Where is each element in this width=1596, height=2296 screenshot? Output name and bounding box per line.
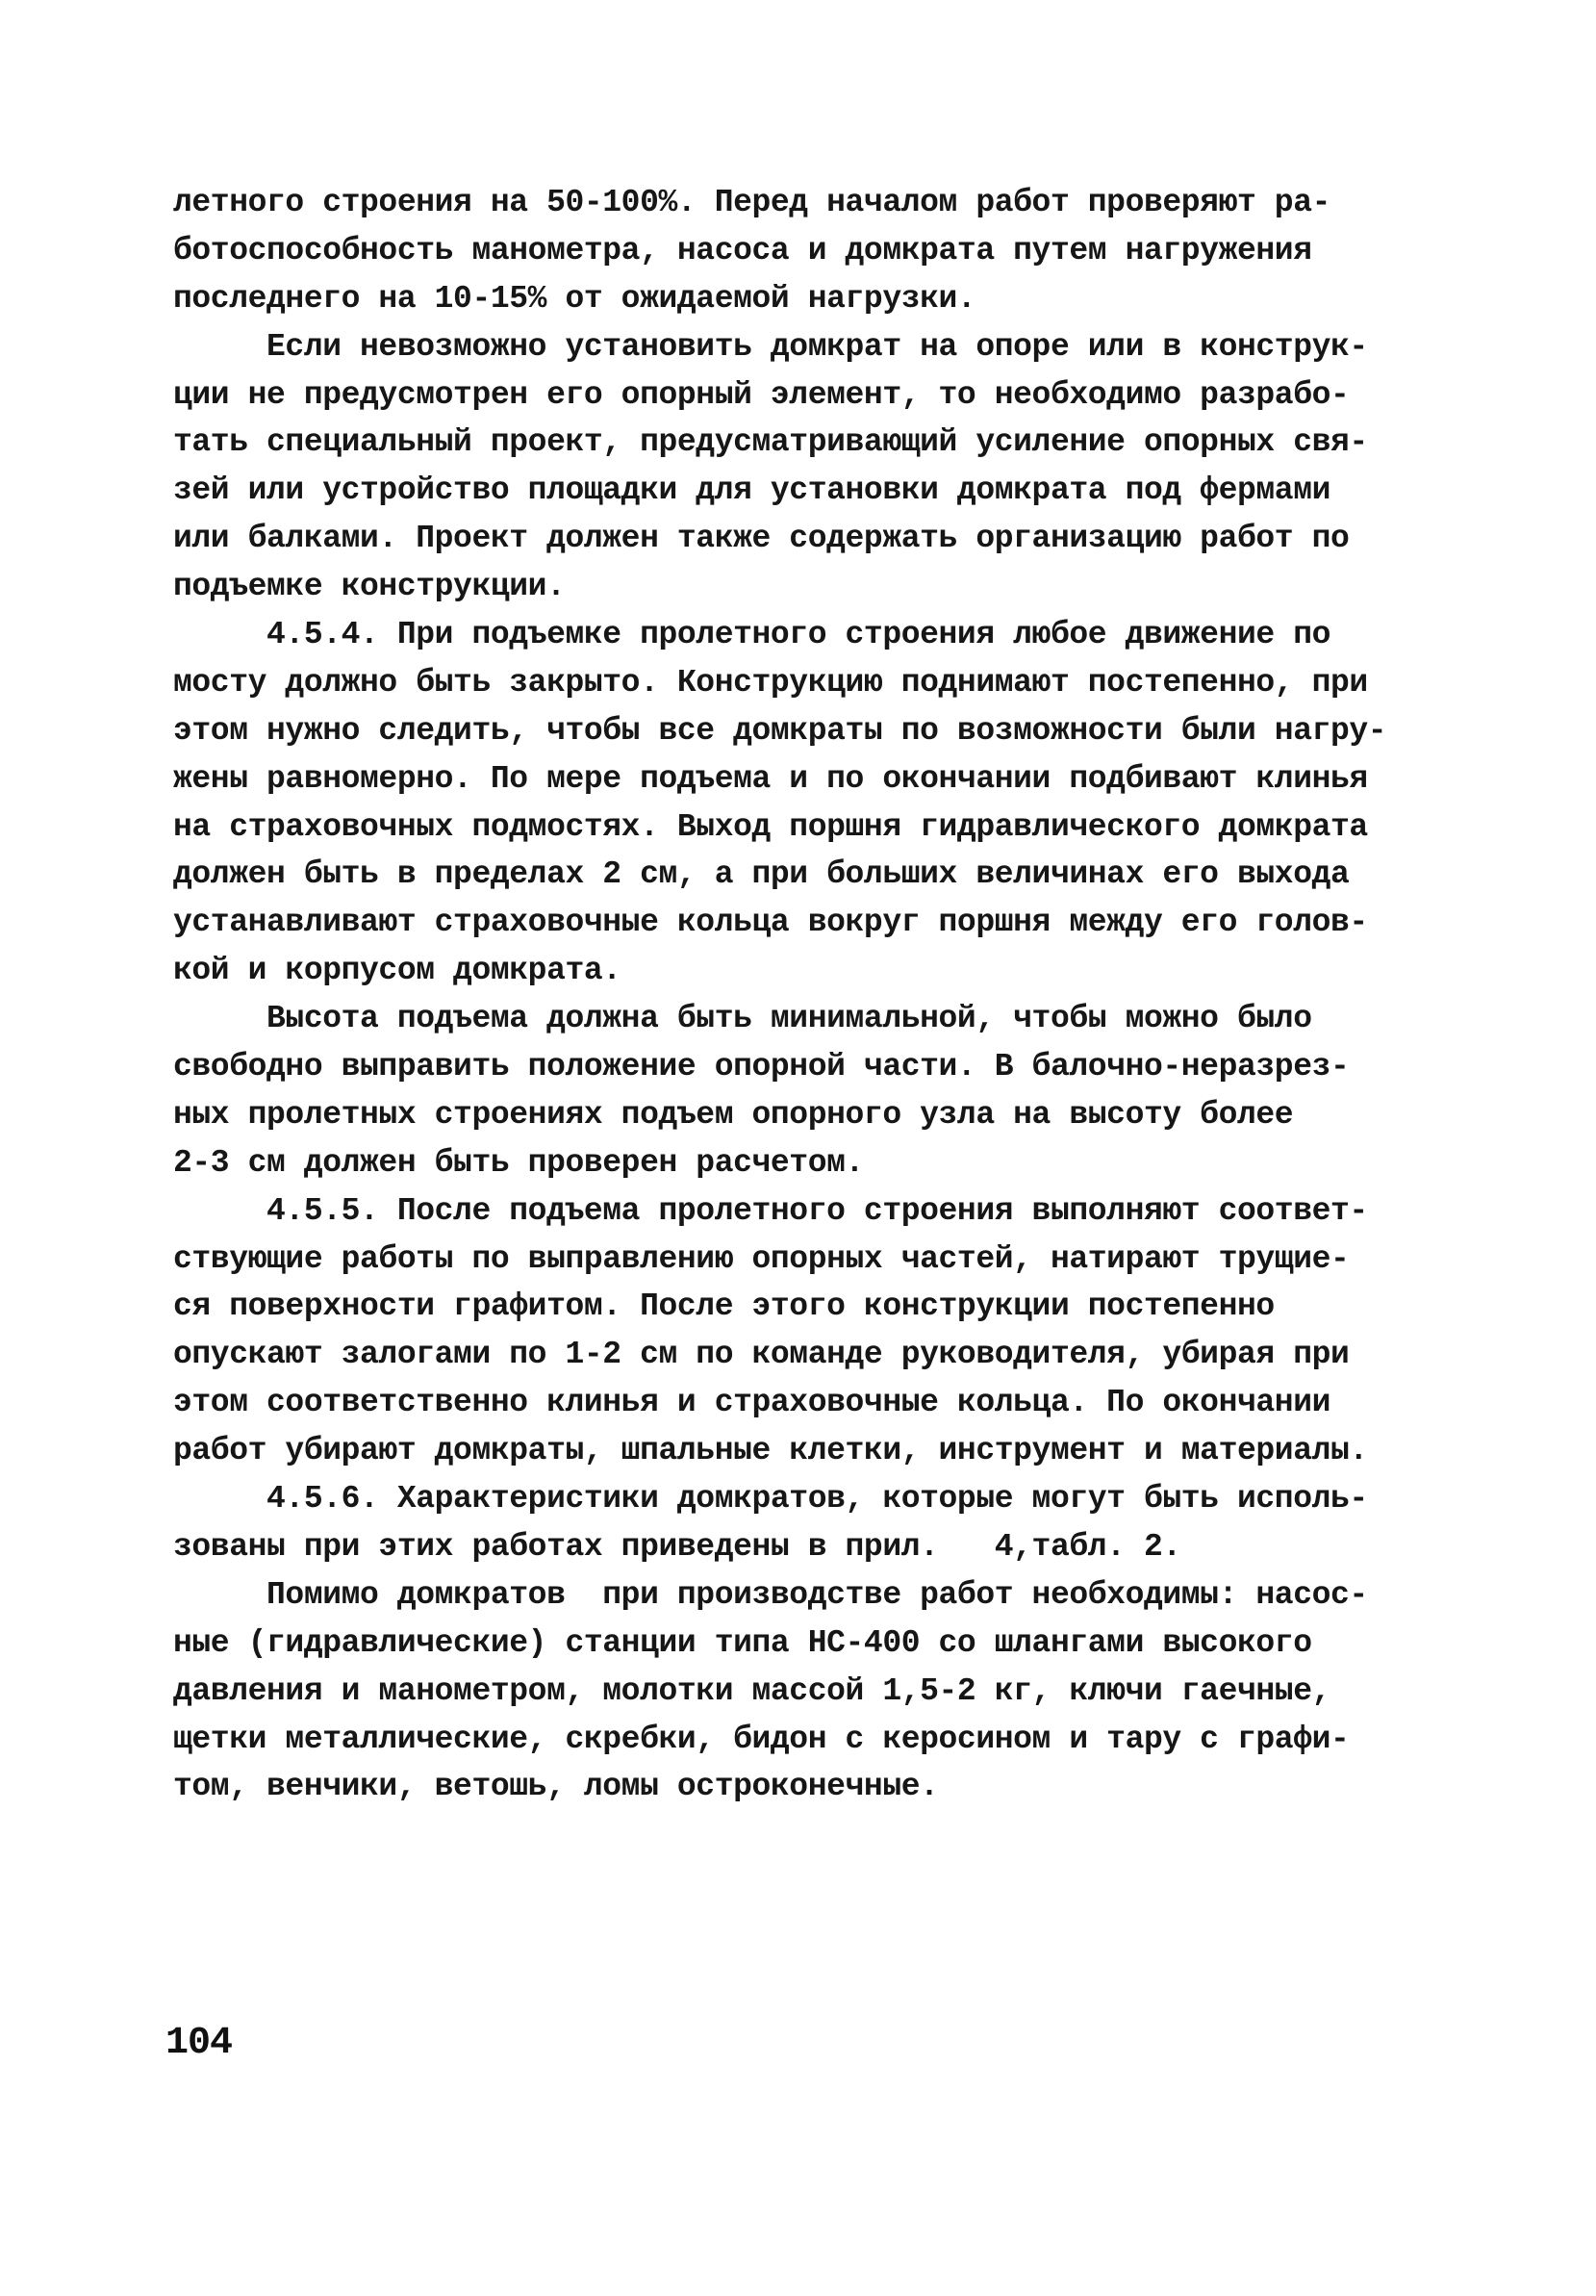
text-line: тать специальный проект, предусматривающий усиление опорных свя- xyxy=(173,424,1368,461)
text-line: ных пролетных строениях подъем опорного узла на высоту более xyxy=(173,1096,1294,1133)
text-line: должен быть в пределах 2 см, а при больших величинах его выхода xyxy=(173,856,1350,893)
text-line: свободно выправить положение опорной части. В балочно-неразрез- xyxy=(173,1049,1350,1085)
text-line: щетки металлические, скребки, бидон с керосином и тару с графи- xyxy=(173,1721,1350,1757)
text-line: зованы при этих работах приведены в прил. 4,табл. 2. xyxy=(173,1528,1181,1565)
text-line: последнего на 10-15% от ожидаемой нагрузки. xyxy=(173,280,976,317)
text-line: ции не предусмотрен его опорный элемент, то необходимо разрабо- xyxy=(173,376,1350,413)
text-line: 4.5.5. После подъема пролетного строения выполняют соответ- xyxy=(173,1192,1368,1229)
text-line: Высота подъема должна быть минимальной, чтобы можно было xyxy=(173,1001,1312,1037)
text-line: 2-3 см должен быть проверен расчетом. xyxy=(173,1144,864,1181)
text-line: 4.5.6. Характеристики домкратов, которые могут быть исполь- xyxy=(173,1481,1368,1518)
text-line: на страховочных подмостях. Выход поршня гидравлического домкрата xyxy=(173,808,1368,845)
text-line: мосту должно быть закрыто. Конструкцию поднимают постепенно, при xyxy=(173,664,1368,701)
text-line: летного строения на 50-100%. Перед началом работ проверяют ра- xyxy=(173,185,1331,220)
text-line: жены равномерно. По мере подъема и по окончании подбивают клинья xyxy=(173,760,1368,797)
text-line: этом соответственно клинья и страховочные кольца. По окончании xyxy=(173,1385,1331,1421)
text-line: или балками. Проект должен также содержать организацию работ по xyxy=(173,521,1350,557)
text-line: опускают залогами по 1-2 см по команде руководителя, убирая при xyxy=(173,1337,1350,1373)
text-line: ся поверхности графитом. После этого конструкции постепенно xyxy=(173,1288,1275,1325)
text-line: давления и манометром, молотки массой 1,5-2 кг, ключи гаечные, xyxy=(173,1672,1331,1709)
text-line: 4.5.4. При подъемке пролетного строения любое движение по xyxy=(173,617,1331,653)
text-line: устанавливают страховочные кольца вокруг поршня между его голов- xyxy=(173,905,1368,941)
text-line: этом нужно следить, чтобы все домкраты по возможности были нагру- xyxy=(173,712,1387,749)
text-line: ствующие работы по выправлению опорных частей, натирают трущие- xyxy=(173,1240,1350,1277)
text-line: работ убирают домкраты, шпальные клетки, инструмент и материалы. xyxy=(173,1433,1368,1469)
text-line: ные (гидравлические) станции типа НС-400 со шлангами высокого xyxy=(173,1624,1312,1661)
text-line: Если невозможно установить домкрат на опоре или в конструк- xyxy=(173,328,1368,365)
text-line: том, венчики, ветошь, ломы остроконечные. xyxy=(173,1769,939,1805)
body-text xyxy=(173,179,1443,1811)
text-line: подъемке конструкции. xyxy=(173,569,566,605)
text-line: ботоспособность манометра, насоса и домкрата путем нагружения xyxy=(173,232,1312,268)
text-line: зей или устройство площадки для установки домкрата под фермами xyxy=(173,472,1331,509)
page-number: 104 xyxy=(165,2022,233,2065)
text-line: кой и корпусом домкрата. xyxy=(173,953,621,989)
text-line: Помимо домкратов при производстве работ необходимы: насос- xyxy=(173,1576,1368,1613)
